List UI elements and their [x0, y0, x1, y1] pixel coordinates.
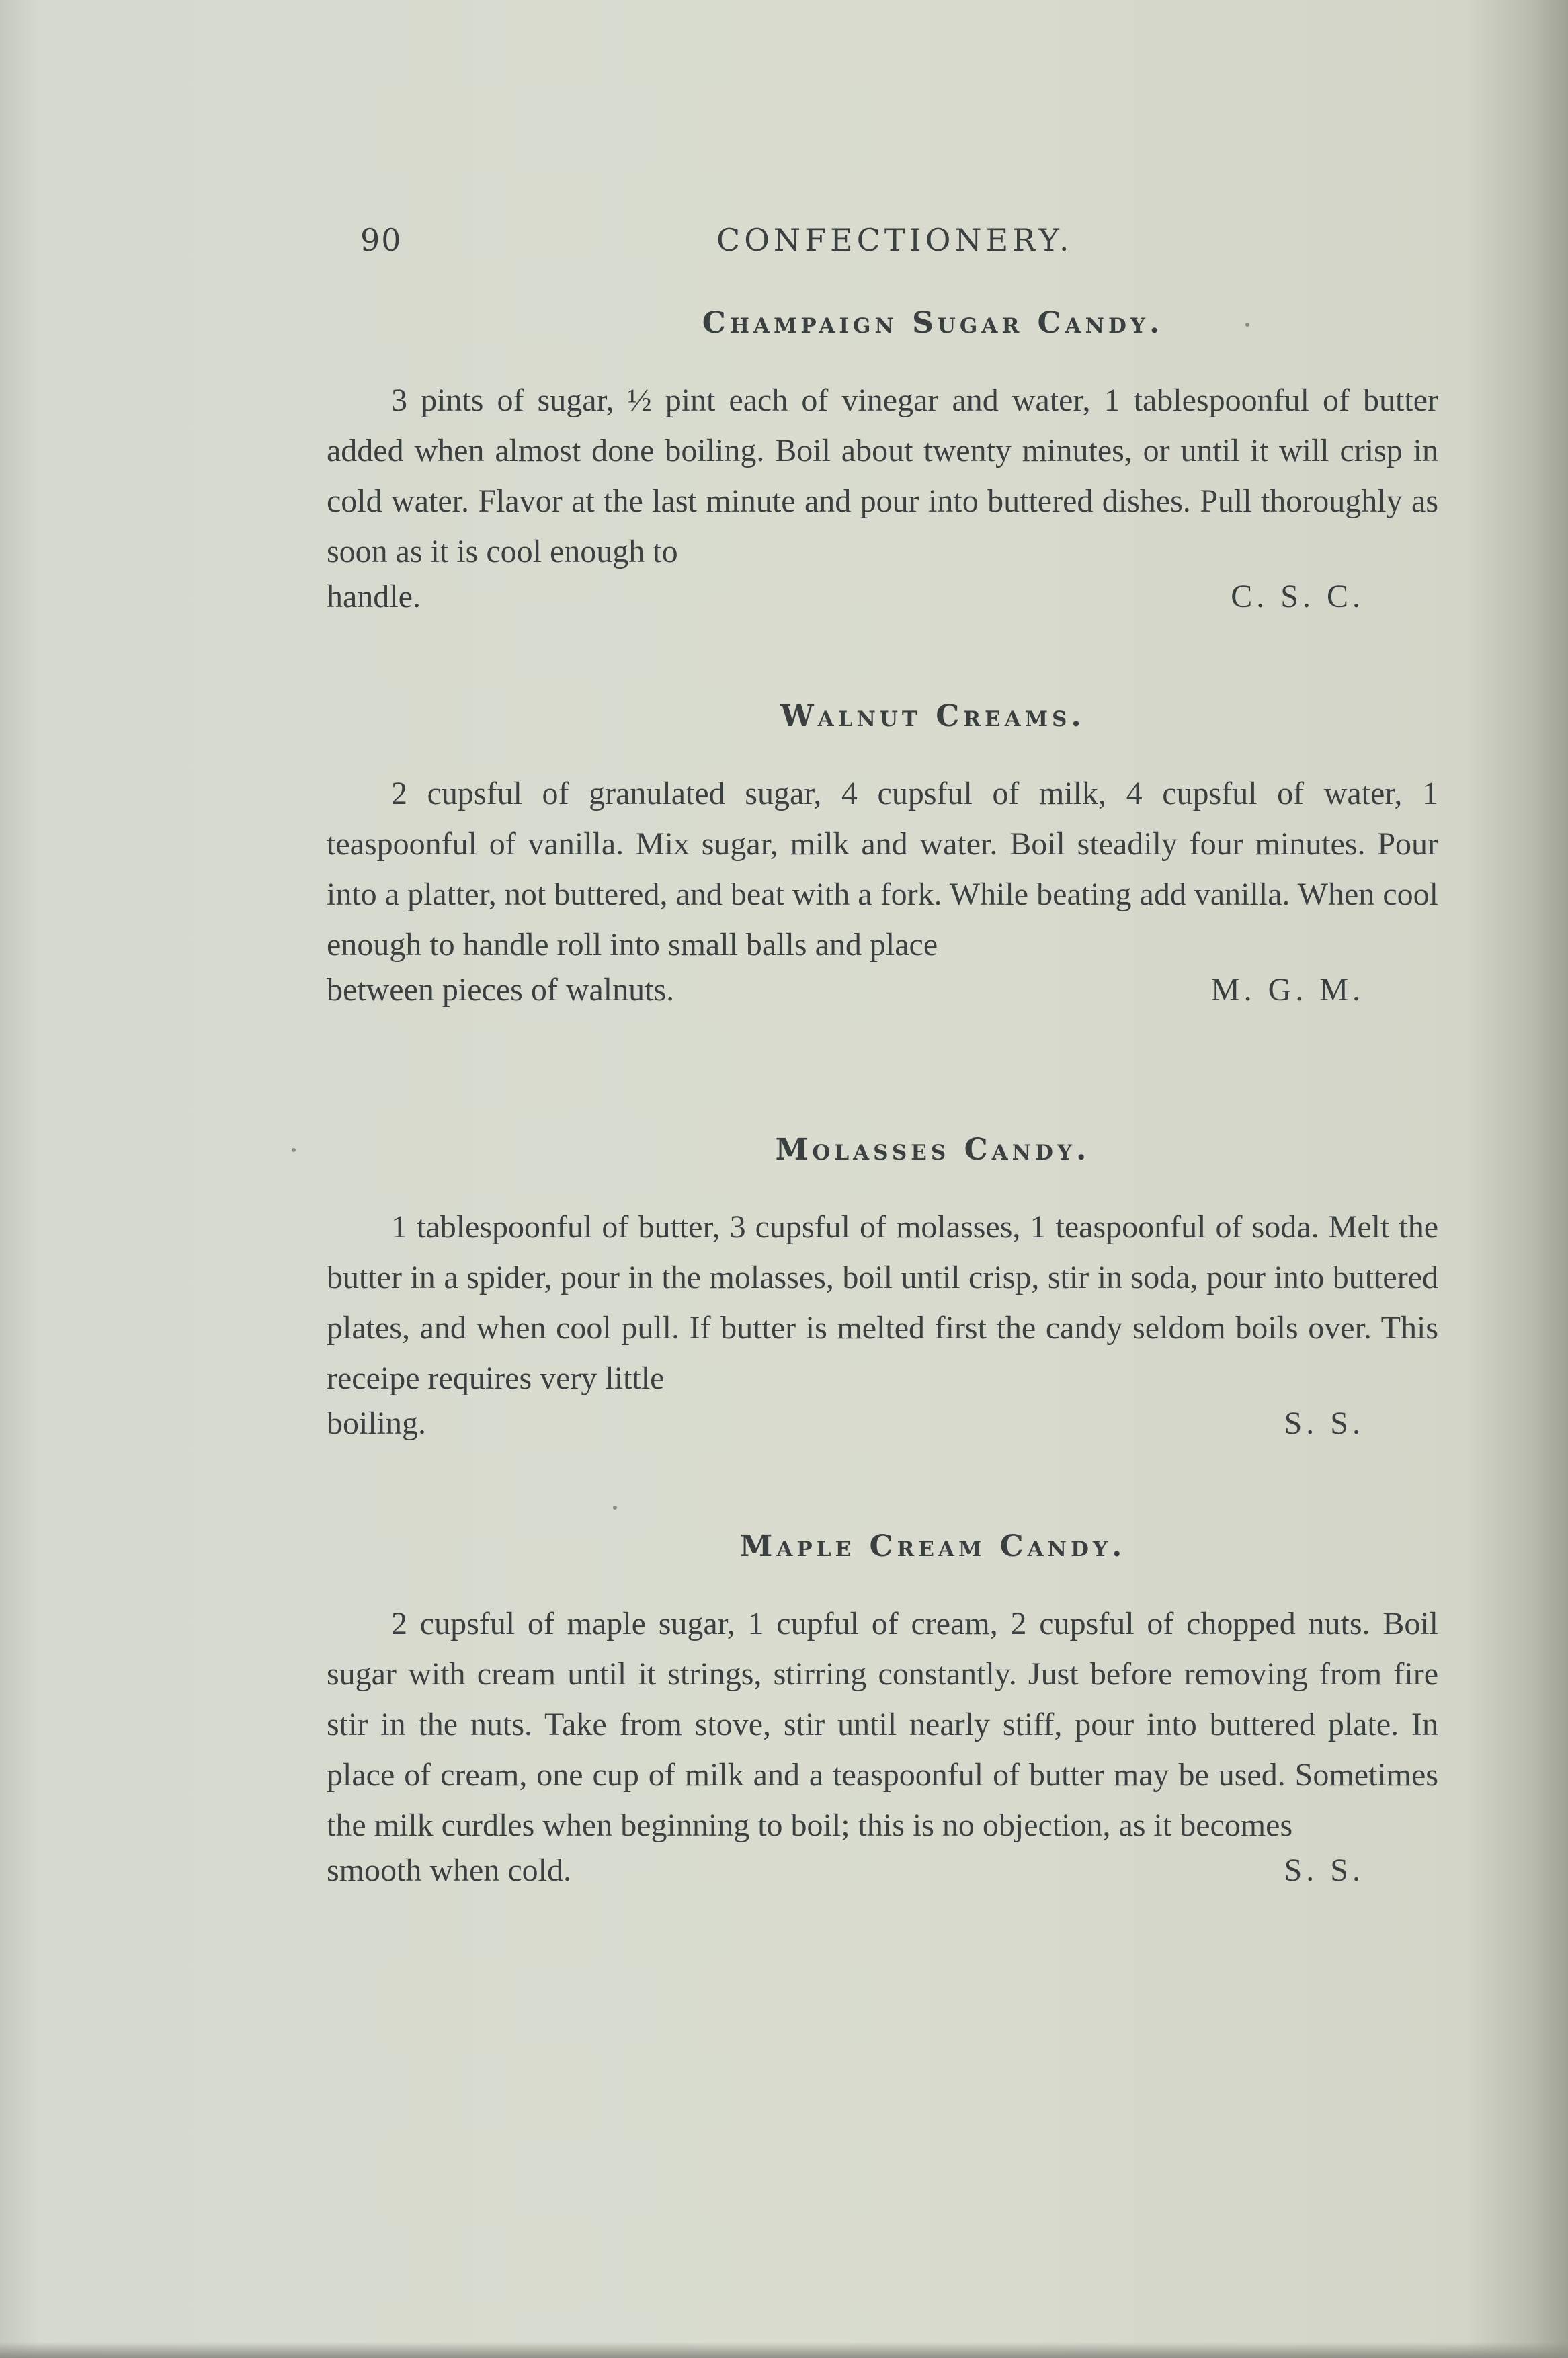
recipe-molasses-candy: [327, 1133, 1438, 1444]
recipe-title: Molasses Candy.: [775, 1133, 1091, 1167]
recipe-title: Walnut Creams.: [780, 699, 1085, 733]
recipe-closing-line: [327, 1851, 1438, 1891]
recipe-walnut-creams: [327, 699, 1438, 1010]
recipe-body: [327, 1598, 1438, 1851]
recipe-champaign-sugar-candy: [327, 306, 1438, 617]
recipe-closing-line: [327, 970, 1438, 1010]
recipe-last-words: handle.: [327, 579, 421, 614]
recipe-closing-line: [327, 577, 1438, 617]
recipe-closing-line: [327, 1404, 1438, 1444]
page-number: 90: [360, 222, 403, 258]
recipe-initials: S. S.: [1284, 1406, 1364, 1441]
page-bottom-edge: [0, 2342, 1568, 2358]
recipe-last-words: boiling.: [327, 1406, 427, 1441]
recipe-initials: C. S. C.: [1231, 579, 1364, 614]
running-title: CONFECTIONERY.: [716, 222, 1073, 258]
recipe-body: [327, 375, 1438, 577]
recipe-text: 2 cupsful of maple sugar, 1 cupful of cream, 2 cupsful of chopped nuts. Boil sugar with cream until it strings, stirring constantly. Just before removing from fire stir in the nuts. Take from stove, stir until nearly stiff, pour into buttered plate. In place of cream, one cup of milk and a teaspoonful of butter may be used. Sometimes the milk curdles when beginning to boil; this is no objection, as it becomes: [327, 1606, 1438, 1843]
paper-speck: [613, 1506, 617, 1510]
recipe-initials: M. G. M.: [1210, 972, 1364, 1008]
recipe-title: Maple Cream Candy.: [739, 1529, 1126, 1563]
recipe-body: [327, 768, 1438, 970]
recipe-maple-cream-candy: [327, 1529, 1438, 1891]
recipe-body: [327, 1202, 1438, 1404]
recipe-initials: S. S.: [1284, 1853, 1364, 1888]
recipe-last-words: smooth when cold.: [327, 1853, 571, 1888]
recipe-last-words: between pieces of walnuts.: [327, 972, 675, 1008]
recipe-text: 3 pints of sugar, ½ pint each of vinegar and water, 1 tablespoonful of butter added when almost done boiling. Boil about twenty minutes, or until it will crisp in cold water. Flavor at the last minute and pour into buttered dishes. Pull thoroughly as soon as it is cool enough to: [327, 382, 1438, 569]
page-header: [360, 222, 1436, 276]
recipe-title: Champaign Sugar Candy.: [702, 306, 1164, 340]
paper-speck: [292, 1148, 296, 1152]
recipe-text: 2 cupsful of granulated sugar, 4 cupsful of milk, 4 cupsful of water, 1 teaspoonful of vanilla. Mix sugar, milk and water. Boil steadily four minutes. Pour into a platter, not buttered, and beat with a fork. While beating add vanilla. When cool enough to handle roll into small balls and place: [327, 776, 1438, 963]
recipe-text: 1 tablespoonful of butter, 3 cupsful of molasses, 1 teaspoonful of soda. Melt the butter in a spider, pour in the molasses, boil until crisp, stir in soda, pour into buttered plates, and when cool pull. If butter is melted first the candy seldom boils over. This receipe requires very little: [327, 1209, 1438, 1396]
